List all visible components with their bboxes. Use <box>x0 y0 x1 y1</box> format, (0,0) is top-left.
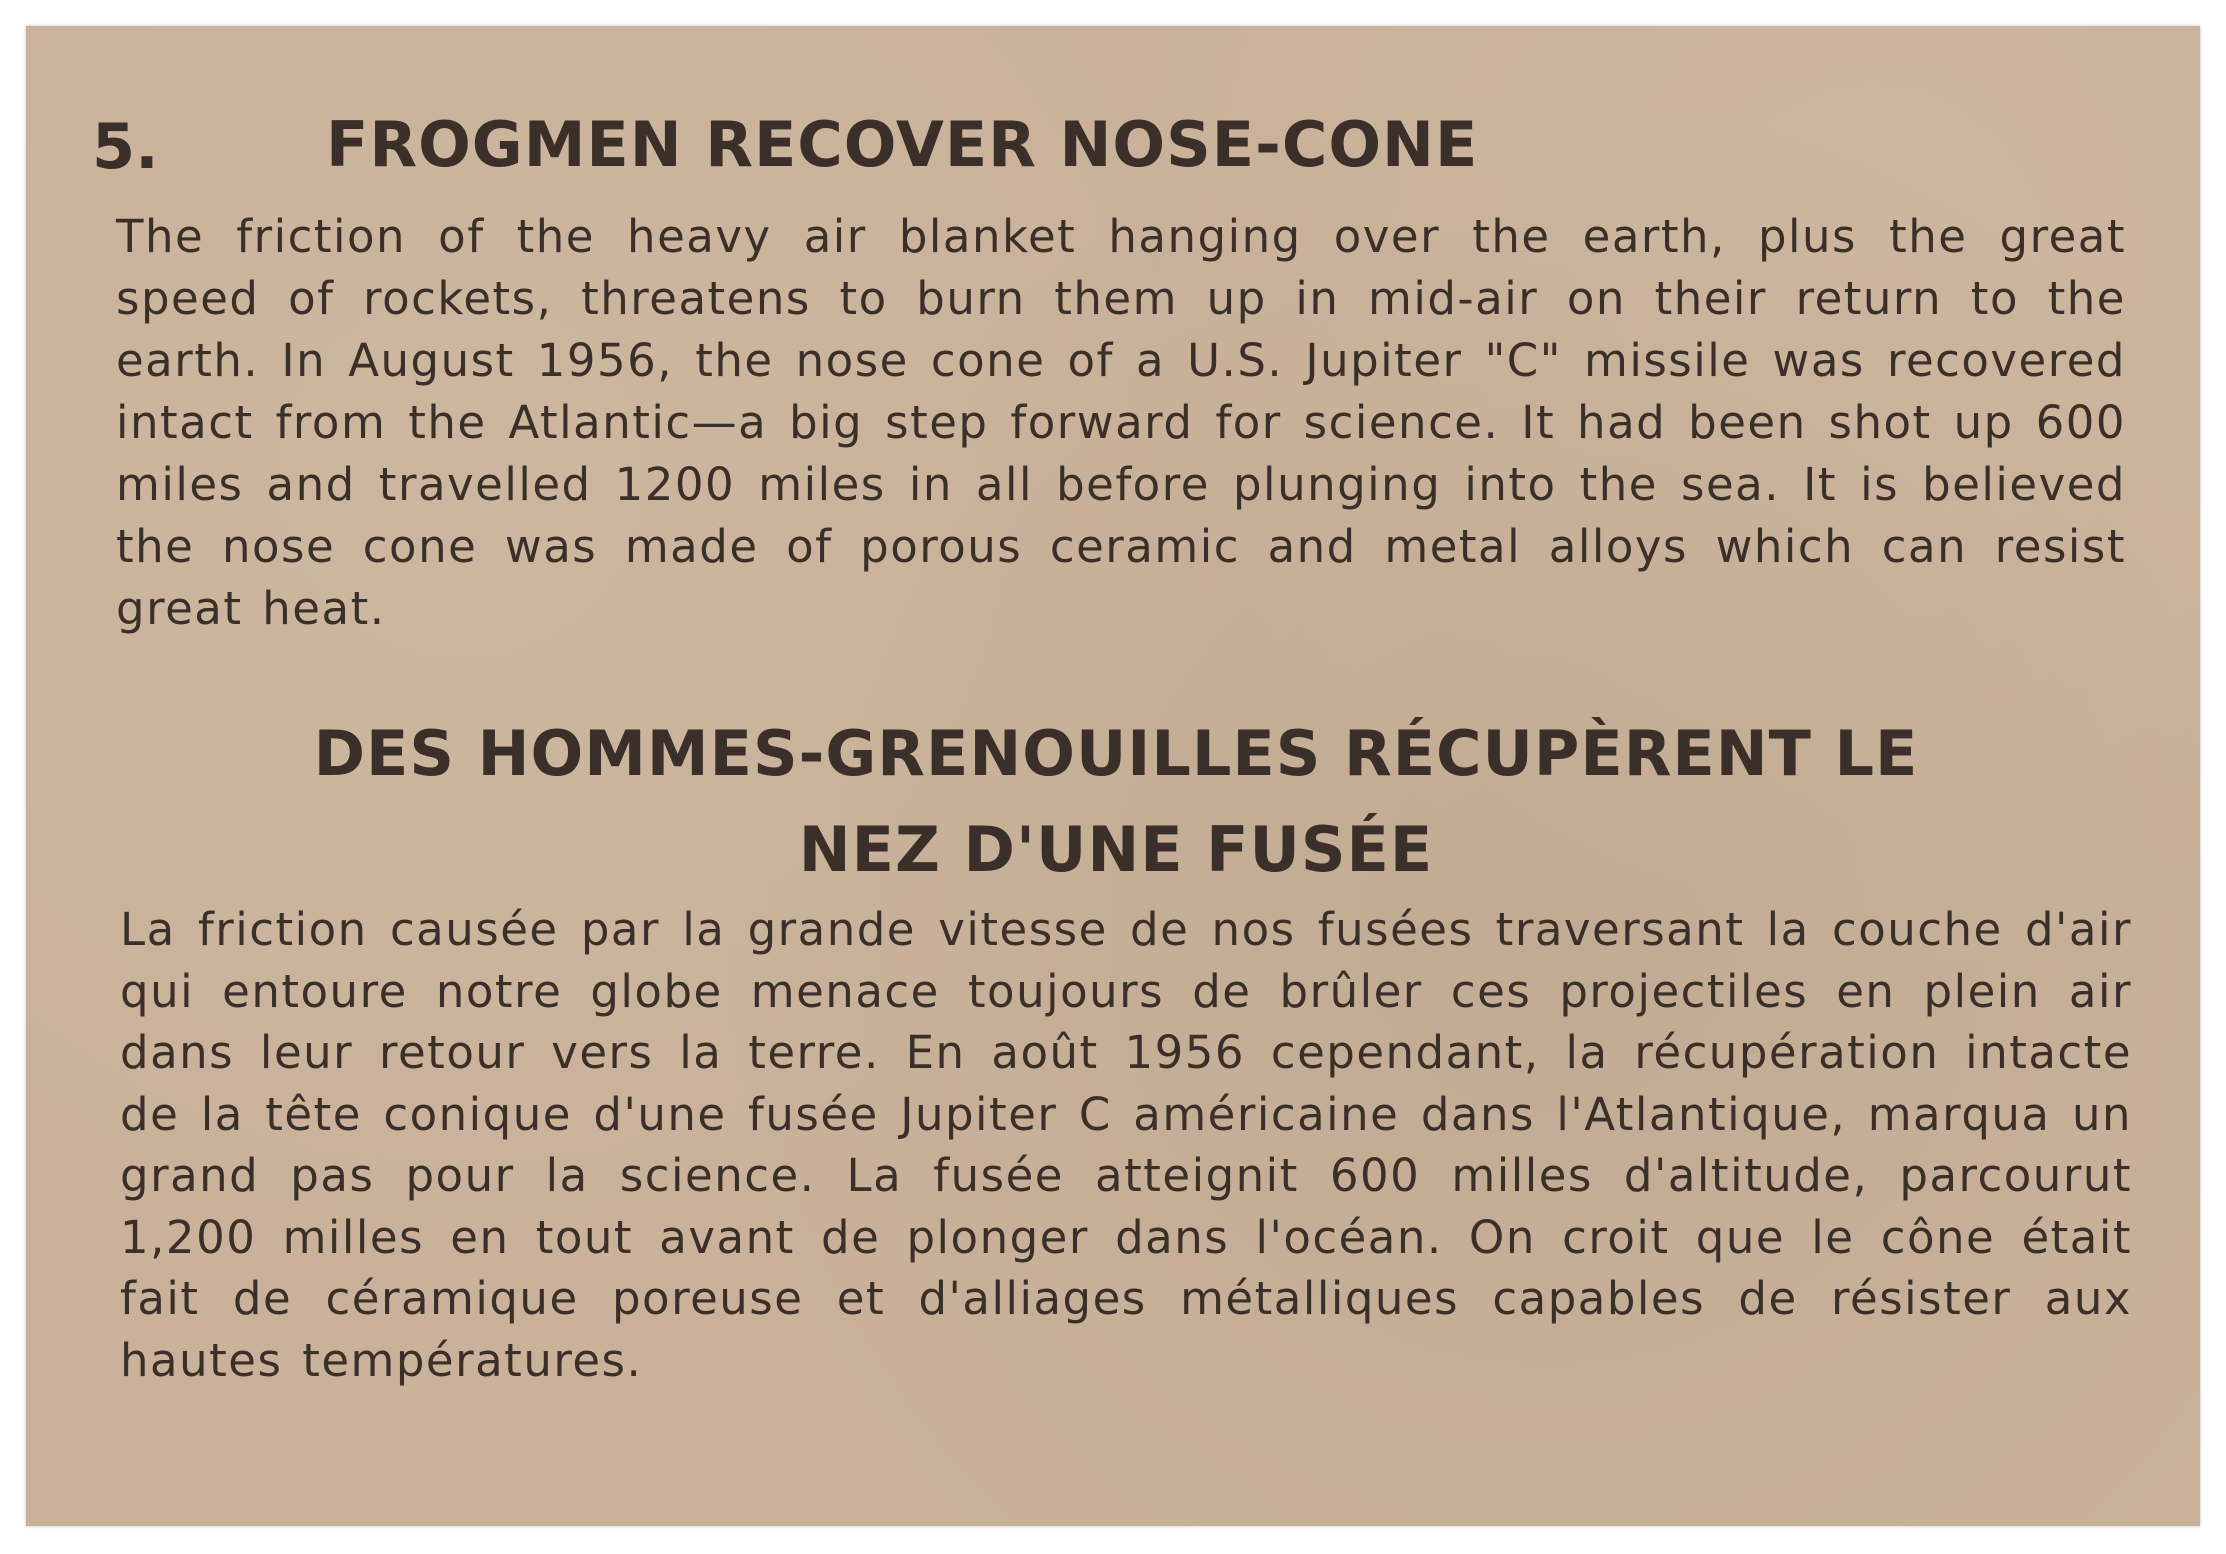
english-body: The friction of the heavy air blanket hanging over the earth, plus the great speed of rockets, threatens to burn them up in mid-air on their return to the earth. In August 1956, the nose cone of a U.S. Jupiter "C" missile was recovered intact from the Atlantic—a big step forward for science. It had been shot up 600 miles and travelled 1200 miles in all before plunging into the sea. It is believed the nose cone was made of porous ceramic and metal alloys which can resist great heat. <box>116 210 2126 635</box>
french-title <box>186 706 2046 898</box>
english-title: FROGMEN RECOVER NOSE-CONE <box>326 108 1479 181</box>
french-title-line-1: DES HOMMES-GRENOUILLES RÉCUPÈRENT LE <box>313 717 1919 790</box>
french-body: La friction causée par la grande vitesse de nos fusées traversant la couche d'air qui entoure notre globe menace toujours de brûler ces projectiles en plein air dans leur retour vers la terre. En août 1956 cependant, la récupération intacte de la tête conique d'une fusée Jupiter C américaine dans l'Atlantique, marqua un grand pas pour la science. La fusée atteignit 600 milles d'altitude, parcourut 1,200 milles en tout avant de plonger dans l'océan. On croit que le cône était fait de céramique poreuse et d'alliages métalliques capables de résister aux hautes températures. <box>120 903 2132 1387</box>
french-title-line-2: NEZ D'UNE FUSÉE <box>798 813 1434 886</box>
trading-card-back <box>26 26 2200 1526</box>
card-number: 5. <box>92 110 159 183</box>
